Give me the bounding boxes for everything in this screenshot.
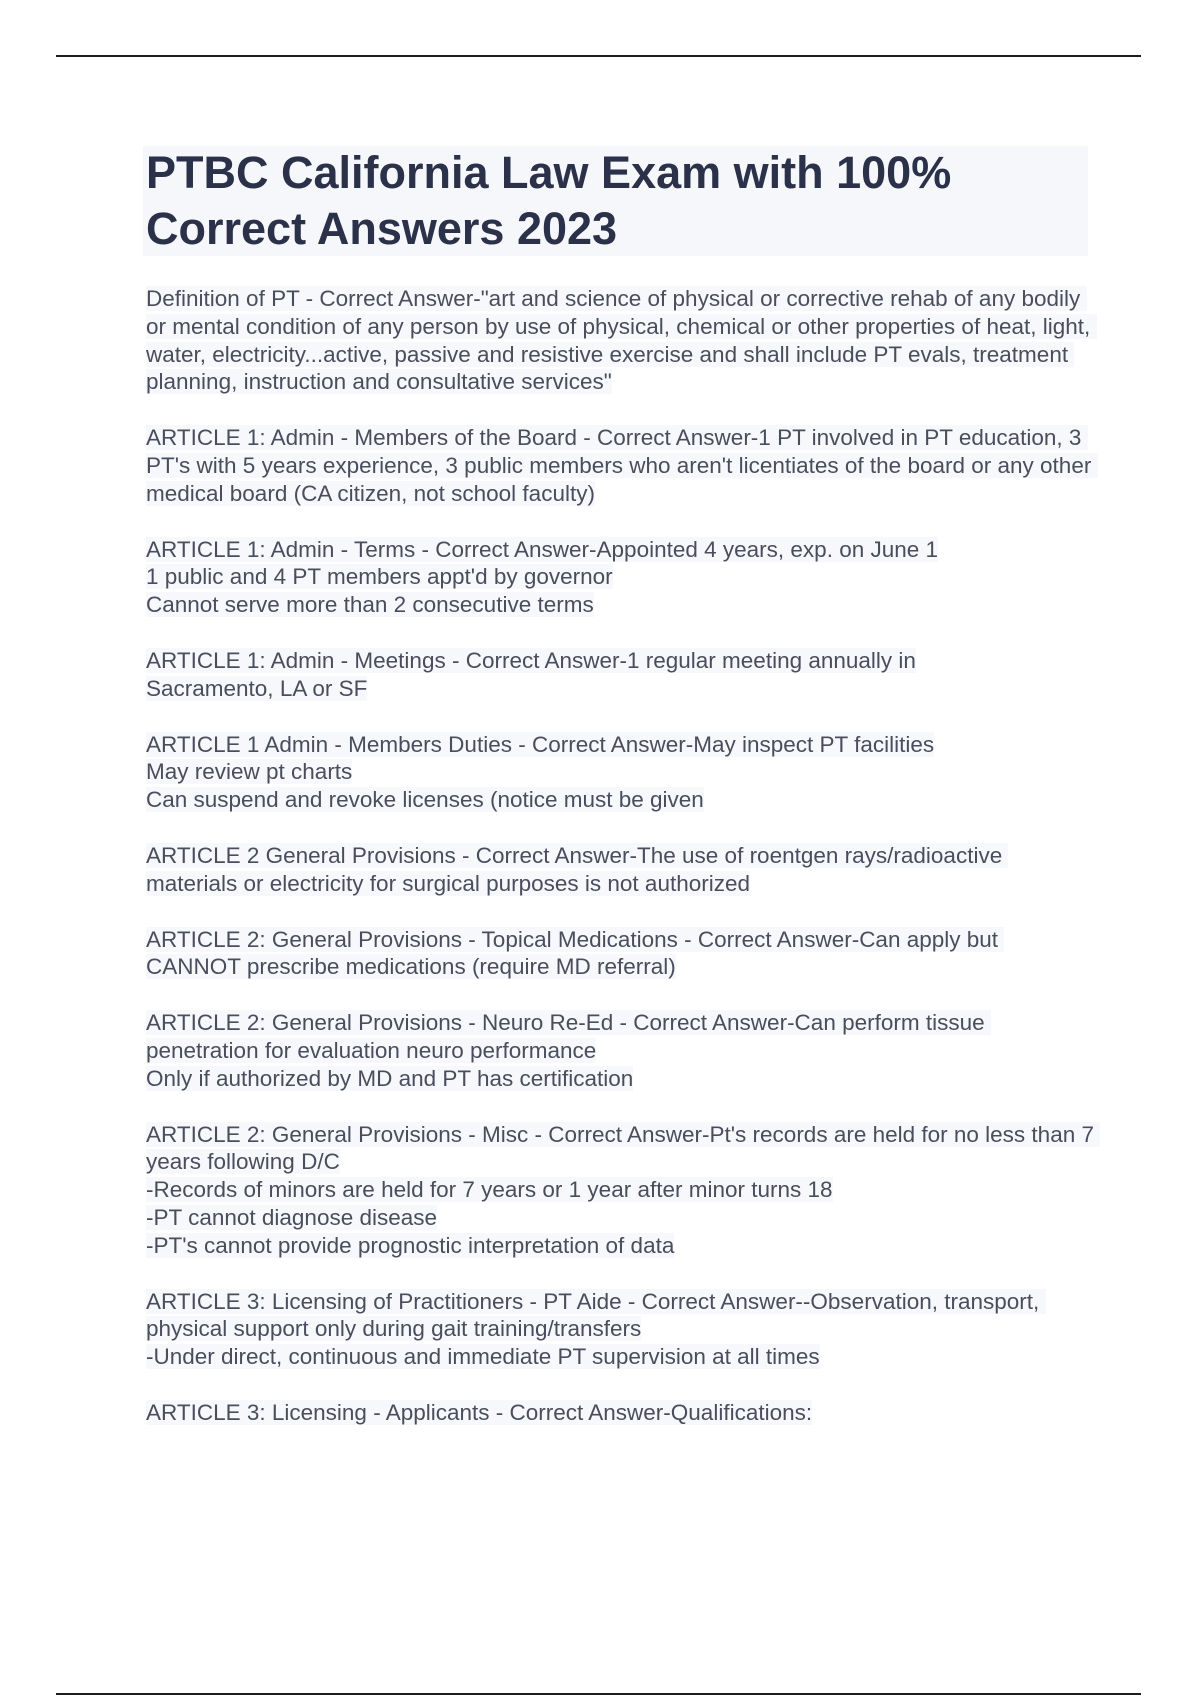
bottom-rule	[56, 1693, 1141, 1695]
qa-text: ARTICLE 2 General Provisions - Correct Answer-The use of roentgen rays/radioactive materials or electricity for surgical purposes is not authorized	[146, 842, 1009, 896]
qa-text: ARTICLE 1: Admin - Terms - Correct Answer-Appointed 4 years, exp. on June 1 1 public and 4 PT members appt'd by governor Cannot serve more than 2 consecutive terms	[146, 536, 939, 618]
qa-entry-6	[146, 842, 1096, 898]
qa-entry-11	[146, 1399, 1096, 1427]
page-title: PTBC California Law Exam with 100% Correct Answers 2023	[146, 147, 952, 254]
qa-entry-9	[146, 1121, 1096, 1260]
qa-entry-4	[146, 647, 1096, 703]
qa-entry-10	[146, 1288, 1096, 1371]
qa-text: ARTICLE 1: Admin - Meetings - Correct Answer-1 regular meeting annually in Sacramento, LA or SF	[146, 647, 916, 701]
qa-entry-8	[146, 1009, 1096, 1092]
qa-text: ARTICLE 2: General Provisions - Neuro Re-Ed - Correct Answer-Can perform tissue penetration for evaluation neuro performance Only if authorized by MD and PT has certification	[146, 1010, 991, 1091]
qa-entry-1	[146, 285, 1096, 396]
qa-text: ARTICLE 1 Admin - Members Duties - Correct Answer-May inspect PT facilities May review pt charts Can suspend and revoke licenses (notice must be given	[146, 731, 935, 813]
qa-entry-5	[146, 731, 1096, 814]
qa-text: ARTICLE 3: Licensing - Applicants - Correct Answer-Qualifications:	[146, 1399, 813, 1425]
qa-text: ARTICLE 2: General Provisions - Topical Medications - Correct Answer-Can apply but CANNOT prescribe medications (require MD referral)	[146, 926, 1005, 980]
qa-text: ARTICLE 3: Licensing of Practitioners - PT Aide - Correct Answer--Observation, transport, physical support only during gait training/transfers -Under direct, continuous and immediate PT supervision at all times	[146, 1289, 1046, 1370]
qa-list	[146, 285, 1096, 1455]
top-rule	[56, 55, 1141, 57]
qa-text: ARTICLE 1: Admin - Members of the Board - Correct Answer-1 PT involved in PT education, 3 PT's with 5 years experience, 3 public members who aren't licentiates of the board or any other medical board (CA citizen, not school faculty)	[146, 425, 1098, 506]
qa-entry-7	[146, 926, 1096, 982]
qa-entry-2	[146, 424, 1096, 507]
qa-text: Definition of PT - Correct Answer-"art and science of physical or corrective rehab of any bodily or mental condition of any person by use of physical, chemical or other properties of heat, light, water, electricity...active, passive and resistive exercise and shall include PT evals, treatment planning, instruction and consultative services"	[146, 286, 1097, 395]
qa-entry-3	[146, 536, 1096, 619]
qa-text: ARTICLE 2: General Provisions - Misc - Correct Answer-Pt's records are held for no less than 7 years following D/C -Records of minors are held for 7 years or 1 year after minor turns 18 -PT cannot diagnose disease -PT's cannot provide prognostic interpretation of data	[146, 1122, 1100, 1258]
